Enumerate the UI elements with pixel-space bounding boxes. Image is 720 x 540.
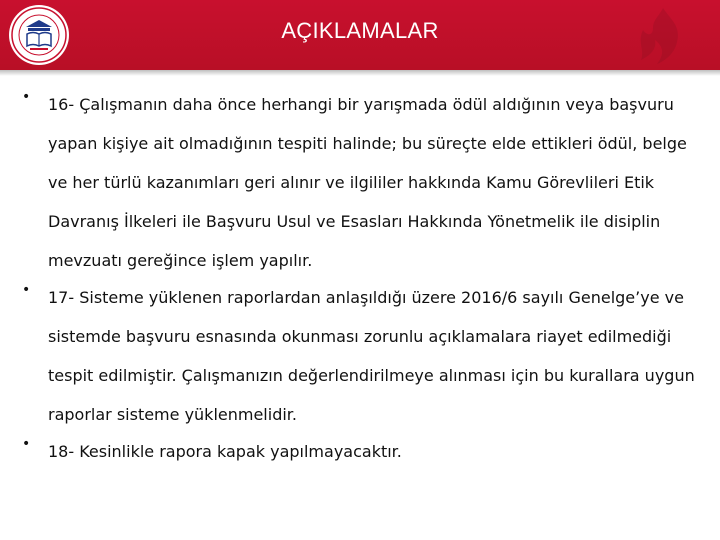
explanations-list (22, 89, 702, 471)
list-item (22, 432, 702, 471)
item-text: 16- Çalışmanın daha önce herhangi bir yarışmada ödül aldığının veya başvuru yapan kişiye ait olmadığının tespiti halinde; bu süreçte elde ettikleri ödül, belge ve her türlü kazanımları geri alınır ve ilgililer hakkında Kamu Görevlileri Etik Davranış İlkeleri ile Başvuru Usul ve Esasları Hakkında Yönetmelik ile disiplin mevzuatı gereğince işlem yapılır. (48, 95, 687, 270)
item-text: 17- Sisteme yüklenen raporlardan anlaşıldığı üzere 2016/6 sayılı Genelge’ye ve sistemde başvuru esnasında okunması zorunlu açıklamalara riayet edilmediği tespit edilmiştir. Çalışmanızın değerlendirilmeye alınması için bu kurallara uygun raporlar sisteme yüklenmelidir. (48, 288, 695, 424)
page-title: AÇIKLAMALAR (281, 18, 439, 43)
bullet: • (22, 436, 31, 452)
bullet: • (22, 89, 31, 105)
item-text: 18- Kesinlikle rapora kapak yapılmayacaktır. (48, 442, 402, 461)
flame-watermark-icon (625, 6, 695, 70)
list-item (22, 85, 702, 280)
title-bar-shadow (0, 70, 720, 76)
bullet: • (22, 282, 31, 298)
list-item (22, 278, 702, 434)
